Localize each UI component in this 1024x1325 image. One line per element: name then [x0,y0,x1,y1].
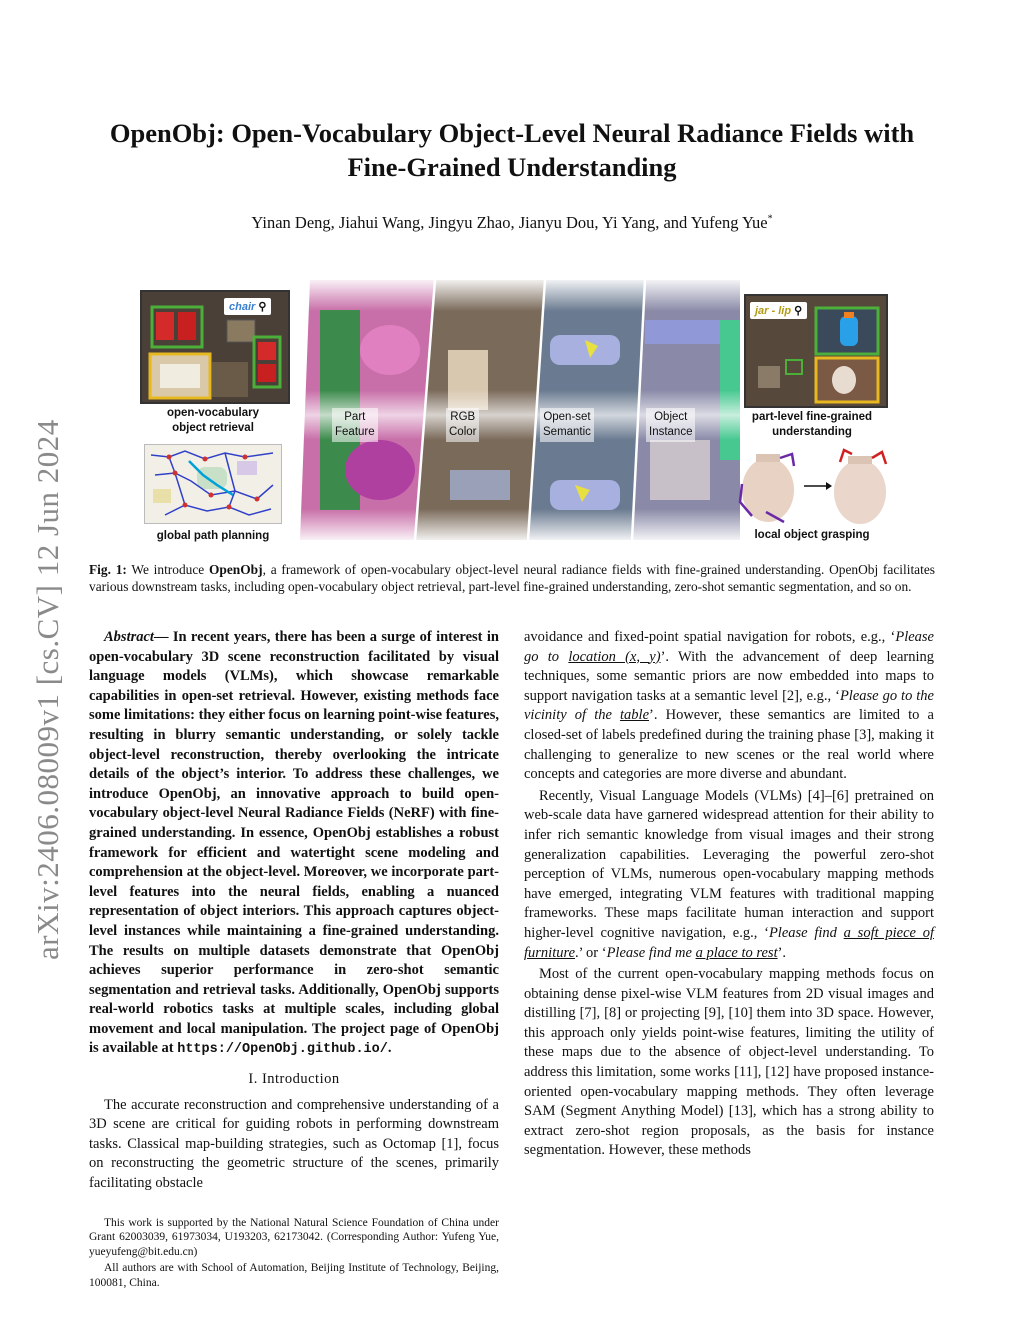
label-retrieval-line-1: open-vocabulary [166,407,260,419]
r-p2-q1a: Please find [768,924,844,941]
label-part-feature [332,408,378,442]
arxiv-stamp: arXiv:2406.08009v1 [cs.CV] 12 Jun 2024 [30,419,65,960]
r-p2-q1u: a soft piece of furniture [524,924,934,961]
left-column [89,628,499,1292]
caption-name: OpenObj [209,562,263,577]
r-p2-q2a: Please find me [606,944,696,961]
footnotes [89,1216,499,1291]
label-path-planning: global path planning [156,530,270,542]
author-list [60,213,964,233]
path-planning-map [144,444,282,524]
right-column [524,628,934,1161]
r-p1-q1a: Please go to [524,629,934,665]
query-chip-jar [750,302,807,319]
figure-1 [140,280,890,550]
abstract-dash: — [153,629,169,645]
label-rgb-color [446,408,479,442]
r-p1-b: ’. With the advancement of deep learning techniques, some semantic priors are now embedded into maps to support navigation tasks at a semantic level [2], e.g., ‘ [524,648,934,704]
authors-text: Yinan Deng, Jiahui Wang, Jingyu Zhao, Jianyu Dou, Yi Yang, and Yufeng Yue [251,213,768,232]
label-fine-grained [732,410,892,440]
r-p1-a: avoidance and fixed-point spatial navigation for robots, e.g., ‘ [524,629,896,645]
label-object-instance [646,408,695,442]
r-p2-b: .’ or ‘ [575,944,607,961]
label-part-line-2: Feature [335,426,375,438]
label-obj-line-2: Instance [649,426,693,438]
query-chip-chair [224,298,271,315]
right-paragraph-1 [524,628,934,785]
corresponding-mark: * [767,213,773,225]
r-p2-c: ’. [777,944,787,961]
search-icon: ⚲ [258,301,267,313]
footnote-funding: This work is supported by the National Natural Science Foundation of China under Grant 62003039, 61973034, U193203, 62173042. (Corresponding Author: Yufeng Yue, yueyufeng@bit.edu.cn) [89,1216,499,1258]
grasping-jars [736,446,892,526]
label-fine-line-1: part-level fine-grained [751,411,873,423]
label-rgb-line-1: RGB [450,411,476,423]
abstract [89,628,499,1060]
r-p1-q1u: location (x, y) [568,648,661,665]
grasping-illustration [736,446,892,526]
quote-rest [607,945,778,961]
title-line-2: Fine-Grained Understanding [347,152,677,182]
caption-prefix: Fig. 1: [89,562,127,577]
query-chair-text: chair [229,301,256,313]
nerf-render-panel [300,280,740,540]
section-heading-introduction: I. Introduction [248,1071,340,1088]
footnote-affiliation: All authors are with School of Automation, Beijing Institute of Technology, Beijing, 100081, China. [89,1262,499,1289]
search-icon: ⚲ [794,305,803,317]
abstract-label: Abstract [104,629,154,645]
label-open-set-semantic [540,408,594,442]
paper-title [60,116,964,184]
label-sem-line-2: Semantic [543,426,591,438]
r-p2-a: Recently, Visual Language Models (VLMs) [4]–[6] pretrained on web-scale data have garnered widespread attention for their ability to infer rich semantic knowledge from visual images and their strong generalization capabilities. Leveraging the powerful zero-shot perception of VLMs, numerous open-vocabulary mapping methods have emerged, integrating VLM features with traditional mapping frameworks. These maps facilitate human interaction and support higher-level cognitive navigation, e.g., ‘ [524,787,934,941]
r-p2-q2u: a place to rest [695,944,778,961]
label-obj-line-1: Object [654,411,688,423]
r-p1-c: ’. However, these semantics are limited to a closed-set of labels predefined during the training phase [3], making it challenging to generalize to new scenes or the real world where concepts and categories are more diverse and abundant. [524,707,934,783]
path-planning-graph [145,445,281,523]
caption-text-2: , a framework of open-vocabulary object-level neural radiance fields with fine-grained understanding. OpenObj facilitates various downstream tasks, including open-vocabulary object retrieval, part-level fine-grained understanding, zero-shot semantic segmentation, and so on. [89,562,935,594]
retrieval-image [140,290,290,404]
caption-text-1: We introduce [126,562,209,577]
abstract-end: . [387,1040,392,1057]
label-retrieval-line-2: object retrieval [172,422,254,434]
label-sem-line-1: Open-set [543,411,591,423]
abstract-text: In recent years, there has been a surge of interest in open-vocabulary 3D scene reconstruction facilitated by visual language models (VLMs), which showcase remarkable capabilities in open-set retrieval. However, existing methods face some limitations: they either focus on learning point-wise features, resulting in blurry semantic understanding, or solely tackle object-level reconstruction, thereby overlooking the intricate details of the object’s interior. To address these challenges, we introduce OpenObj, an innovative approach to build open-vocabulary object-level Neural Radiance Fields (NeRF) with fine-grained understanding. In essence, OpenObj establishes a robust framework for efficient and watertight scene modeling and comprehension at the object-level. Moreover, we incorporate part-level features into the neural fields, enabling a nuanced representation of object interiors. This approach captures object-level instances while maintaining a fine-grained understanding. The results on multiple datasets demonstrate that OpenObj achieves superior performance in zero-shot semantic segmentation and retrieval tasks. Additionally, OpenObj supports real-world robotics tasks at multiple scales, including global movement and local manipulation. The project page of OpenObj is available at [89,629,499,1057]
jar-retrieval-image [744,294,888,408]
right-paragraph-2 [524,787,934,963]
right-paragraph-3: Most of the current open-vocabulary mapping methods focus on obtaining dense pixel-wise VLM features from 2D visual images and distilling [7], [8] or projecting [9], [10] them into 3D space. However, this approach only yields point-wise features, limiting the utility of these maps due to the absence of object-level understanding. To address this limitation, some works [11], [12] have proposed instance-oriented open-vocabulary mapping methods. They often leverage SAM (Segment Anything Model) [13], which has a strong ability to extract zero-shot region proposals, as the basis for instance segmentation. However, these methods [524,966,934,1159]
label-fine-line-2: understanding [772,426,852,438]
label-object-retrieval [140,406,286,436]
intro-paragraph-1: The accurate reconstruction and comprehensive understanding of a 3D scene are critical for guiding robots in performing downstream tasks. Classical map-building strategies, such as Octomap [1], focus on reconstructing the geometric structure of the scenes, primarily facilitating obstacle [89,1096,499,1192]
query-jar-text: jar - lip [755,305,792,317]
title-line-1: OpenObj: Open-Vocabulary Object-Level Neural Radiance Fields with [109,118,915,148]
project-page-link[interactable]: https://OpenObj.github.io/ [177,1042,388,1058]
r-p1-q2a: Please go to the vicinity of the [524,687,934,724]
label-rgb-line-2: Color [449,426,477,438]
r-p1-q2u: table [620,707,650,724]
label-object-grasping: local object grasping [754,529,870,541]
figure-caption [89,561,935,595]
label-part-line-1: Part [344,411,366,423]
